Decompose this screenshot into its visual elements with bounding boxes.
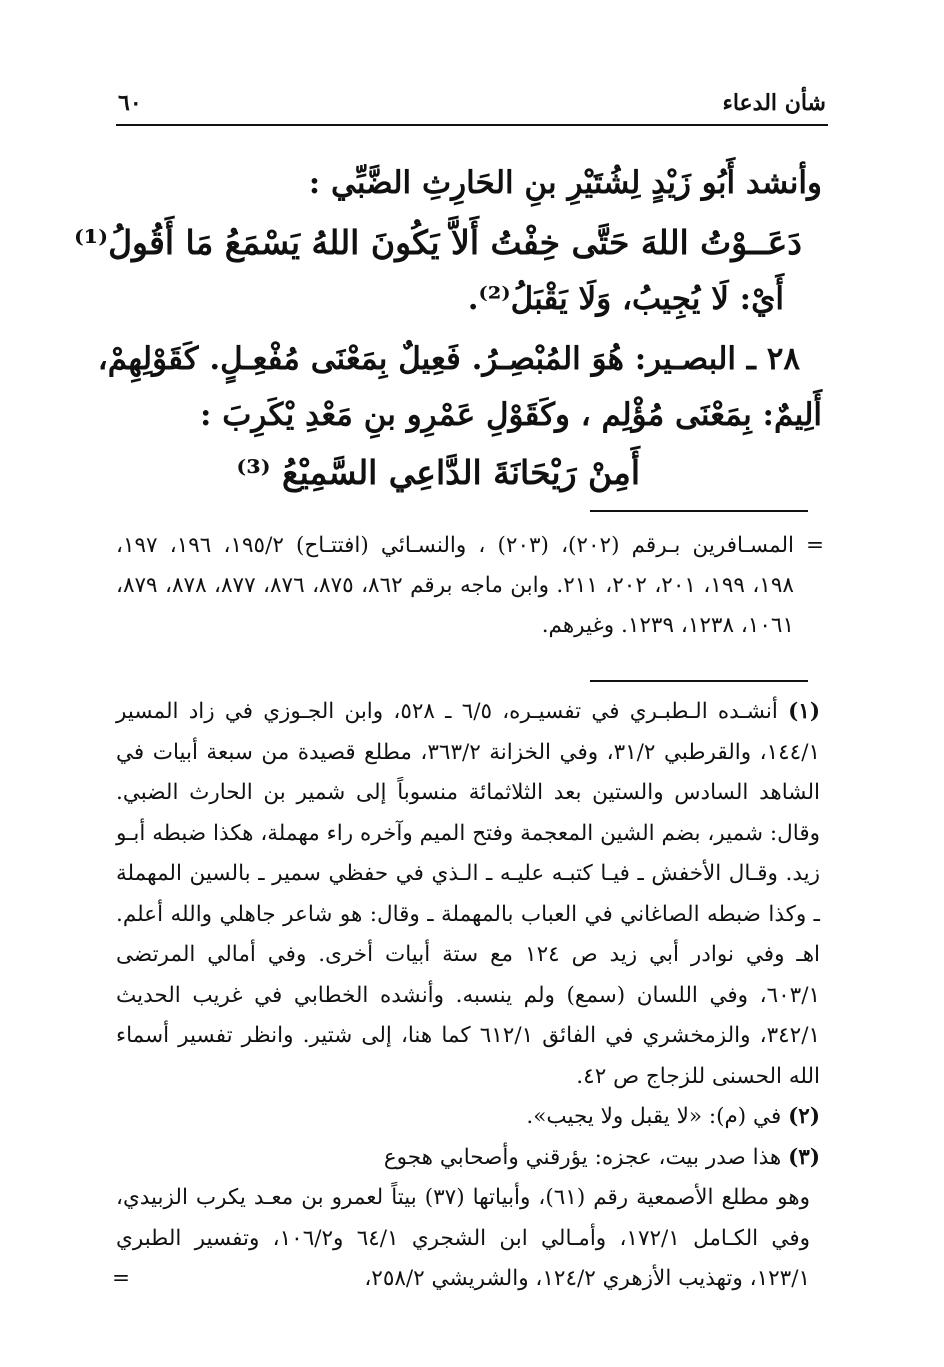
header-rule <box>116 124 828 126</box>
verse-1: دَعَــوْتُ اللهَ حَتَّى خِفْتُ أَلاَّ يَكُونَ اللهُ يَسْمَعُ مَا أَقُولُ⁽¹⁾ <box>73 223 802 262</box>
footnote-2 <box>116 1097 820 1138</box>
continued-footnote-text: المسـافرين بـرقم (٢٠٢)، (٢٠٣) ، والنسـائي (افتتـاح) ١٩٥/٢، ١٩٦، ١٩٧، ١٩٨، ١٩٩، ٢٠١، ٢٠٢، ٢١١. وابن ماجه برقم ٨٦٢، ٨٧٥، ٨٧٦، ٨٧٧، ٨٧٨، ٨٧٩، ١٠٦١، ١٢٣٨، ١٢٣٩. وغيرهم. <box>116 533 794 638</box>
footnote-separator-top <box>590 510 808 512</box>
footnotes <box>112 692 821 1300</box>
verse-2: أَمِنْ رَيْحَانَةَ الدَّاعِي السَّمِيْعُ ⁽³⁾ <box>236 453 640 492</box>
footnote-separator <box>590 680 808 682</box>
footnote-3-continuation <box>112 1178 820 1300</box>
footnote-3-more-text: وهو مطلع الأصمعية رقم (٦١)، وأبياتها (٣٧) بيتاً لعمرو بن معـد يكرب الزبيدي، وفي الكـامل ١٧٢/١، وأمـالي ابن الشجري ٦٤/١ و١٠٦/٢، وتفسير الطبري ١٢٣/١، وتهذيب الأزهري ١٢٤/٢، والشريشي ٢٥٨/٢، <box>116 1185 810 1291</box>
page-number: ٦٠ <box>118 90 142 116</box>
footnote-3-mark: (٣) <box>788 1144 820 1170</box>
footnote-1 <box>116 692 820 1097</box>
entry-28-line-1: ٢٨ ـ البصـير: هُوَ المُبْصِـرُ. فَعِيلٌ بِمَعْنَى مُفْعِـلٍ. كَقَوْلِهِمْ، <box>97 341 800 377</box>
footnote-1-text: أنشـده الـطبـري في تفسيـره، ٦/٥ ـ ٥٢٨، وابن الجـوزي في زاد المسير ١٤٤/١، والقرطبي ٣١/٢، وفي الخزانة ٣٦٣/٢، مطلع قصيدة من سبعة أبيات في الشاهد السادس والستين بعد الثلاثمائة منسوباً إلى شمير بن الحارث الضبي. وقال: شمير، بضم الشين المعجمة وفتح الميم وآخره راء مهملة، هكذا ضبطه أبـو زيد. وقـال الأخفش ـ فيـا كتبـه عليـه ـ الـذي في حفظي سمير ـ بالسين المهملة ـ وكذا ضبطه الصاغاني في العباب بالمهملة ـ وقال: هو شاعر جاهلي والله أعلم. اهـ وفي نوادر أبي زيد ص ١٢٤ مع ستة أبيات أخرى. وفي أمالي المرتضى ٦٠٣/١، وفي اللسان (سمع) ولم ينسبه. وأنشده الخطابي في غريب الحديث ٣٤٢/١، والزمخشري في الفائق ٦١٢/١ كما هنا، إلى شتير. وانظر تفسير أسماء الله الحسنى للزجاج ص ٤٢. <box>116 699 821 1089</box>
intro-line: وأنشد أَبُو زَيْدٍ لِشُتَيْرِ بنِ الحَارِثِ الضَّبِّي : <box>308 165 822 201</box>
trailing-continuation-marker: = <box>112 1266 131 1291</box>
footnote-2-mark: (٢) <box>788 1104 820 1129</box>
footnote-3 <box>116 1138 820 1179</box>
running-header <box>118 88 826 118</box>
entry-28-line-2: أَلِيمٌ: بِمَعْنَى مُؤْلِم ، وكَقَوْلِ عَمْرِو بنِ مَعْدِ يْكَرِبَ : <box>200 397 822 433</box>
footnote-2-text: في (م): «لا يقبل ولا يجيب». <box>526 1104 782 1129</box>
footnote-3-text: هذا صدر بيت، عجزه: يؤرقني وأصحابي هجوع <box>383 1144 782 1170</box>
footnote-1-mark: (١) <box>788 699 821 724</box>
continuation-marker: = <box>805 533 824 558</box>
continued-footnote <box>116 526 824 646</box>
running-title: شأن الدعاء <box>722 90 826 116</box>
explanation-line: أَيْ: لَا يُجِيبُ، وَلَا يَقْبَلُ⁽²⁾. <box>467 281 784 317</box>
